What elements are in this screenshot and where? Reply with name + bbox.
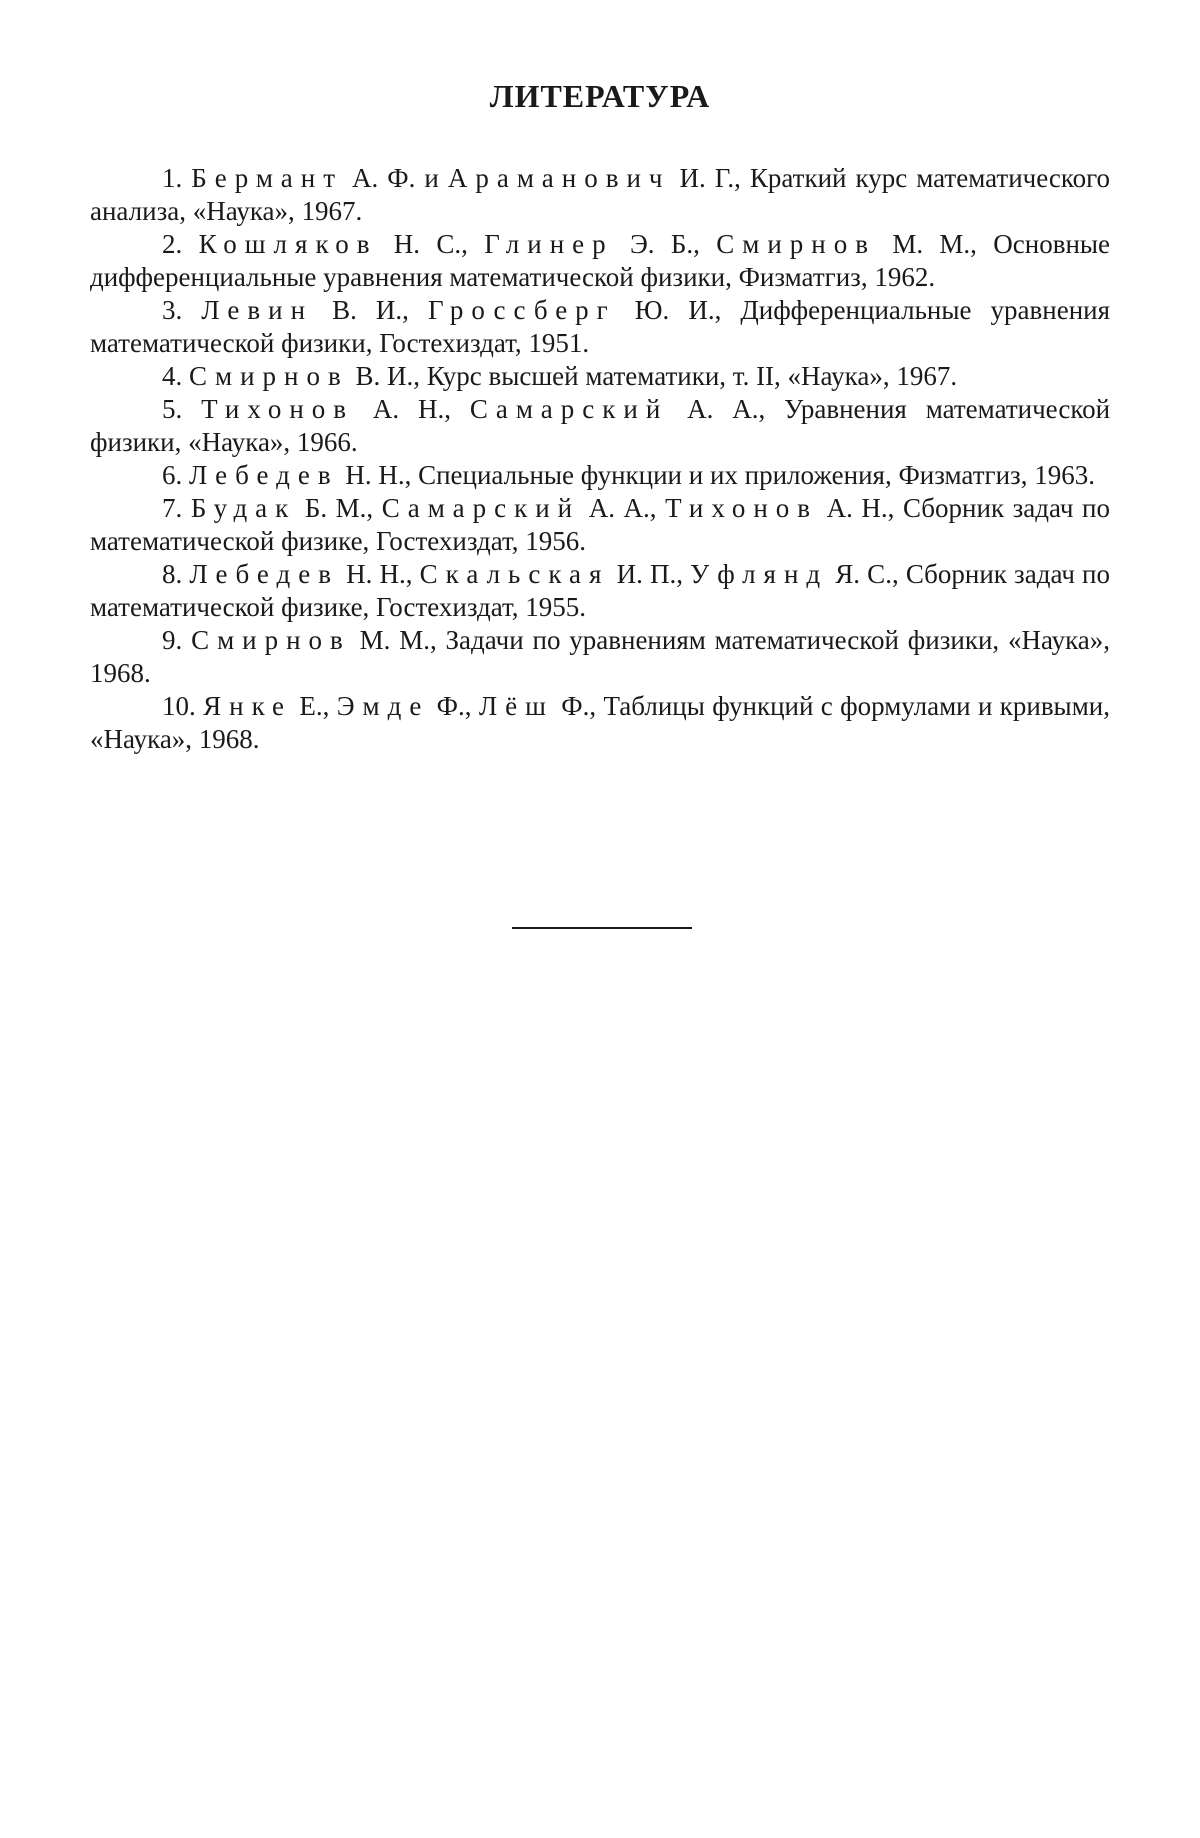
author-initials: А. Н., — [354, 394, 470, 424]
reference-number: 10. — [162, 691, 196, 721]
work-title: Уравнения математической физики, «Наука», 1966. — [90, 394, 1111, 457]
author-name: Эмде — [336, 691, 430, 721]
author-initials: Ю. И., — [615, 295, 741, 325]
work-title: Основные дифференциальные уравнения математической физики, Физматгиз, 1962. — [90, 229, 1111, 292]
author-name: Тихонов — [201, 394, 355, 424]
reference-item — [90, 228, 1110, 294]
work-title: Сборник задач по математической физике, Гостехиздат, 1955. — [90, 559, 1111, 622]
author-name: Самарский — [381, 493, 581, 523]
author-name: Глинер — [484, 229, 614, 259]
work-title: Дифференциальные уравнения математической физики, Гостехиздат, 1951. — [90, 295, 1111, 358]
author-initials: М. М., — [875, 229, 994, 259]
reference-number: 1. — [162, 163, 183, 193]
work-title: Задачи по уравнениям математической физики, «Наука», 1968. — [90, 625, 1111, 688]
work-title: Курс высшей математики, т. II, «Наука», 1967. — [426, 361, 958, 391]
author-initials: И. Г., — [670, 163, 750, 193]
work-title: Специальные функции и их приложения, Физматгиз, 1963. — [418, 460, 1095, 490]
author-name: Скальская — [419, 559, 610, 589]
author-name: Кошляков — [198, 229, 378, 259]
work-title: Таблицы функций с формулами и кривыми, «Наука», 1968. — [90, 691, 1110, 754]
reference-number: 3. — [162, 295, 183, 325]
author-initials: А. Ф. и — [343, 163, 448, 193]
reference-item — [90, 294, 1110, 360]
author-initials: И. П., — [609, 559, 691, 589]
author-name: Смирнов — [189, 361, 349, 391]
author-initials: Я. С., — [828, 559, 906, 589]
author-name: Левин — [201, 295, 314, 325]
reference-number: 8. — [162, 559, 183, 589]
author-name: Янке — [203, 691, 292, 721]
reference-number: 9. — [162, 625, 183, 655]
reference-number: 4. — [162, 361, 183, 391]
author-name: Будак — [190, 493, 297, 523]
reference-item — [90, 360, 1110, 393]
end-rule — [512, 927, 692, 929]
author-initials: Н. Н., — [338, 460, 419, 490]
author-name: Лебедев — [189, 460, 339, 490]
author-name: Гроссберг — [427, 295, 616, 325]
reference-item — [90, 492, 1110, 558]
reference-item — [90, 690, 1110, 756]
author-initials: Ф., — [429, 691, 479, 721]
author-initials: М. М., — [350, 625, 446, 655]
work-title: Краткий курс математического анализа, «Наука», 1967. — [90, 163, 1111, 226]
author-initials: Э. Б., — [613, 229, 717, 259]
reference-item — [90, 558, 1110, 624]
reference-number: 2. — [162, 229, 183, 259]
reference-number: 7. — [162, 493, 183, 523]
reference-item — [90, 393, 1110, 459]
author-name: Смирнов — [191, 625, 351, 655]
author-name: Самарский — [469, 394, 669, 424]
work-title: Сборник задач по математической физике, Гостехиздат, 1956. — [90, 493, 1111, 556]
author-initials: А. А., — [580, 493, 666, 523]
author-initials: Н. С., — [377, 229, 485, 259]
page-title: ЛИТЕРАТУРА — [489, 78, 711, 114]
author-initials: А. Н., — [818, 493, 903, 523]
reference-item — [90, 162, 1110, 228]
author-name: Араманович — [447, 163, 671, 193]
reference-list — [90, 162, 1110, 756]
reference-item — [90, 624, 1110, 690]
author-name: Уфлянд — [690, 559, 829, 589]
author-name: Бермант — [191, 163, 343, 193]
author-name: Смирнов — [716, 229, 876, 259]
author-initials: В. И., — [348, 361, 427, 391]
author-initials: Н. Н., — [338, 559, 420, 589]
author-name: Лёш — [478, 691, 554, 721]
reference-item — [90, 459, 1110, 492]
reference-number: 6. — [162, 460, 183, 490]
author-initials: Ф., — [553, 691, 604, 721]
author-initials: А. А., — [668, 394, 785, 424]
author-name: Лебедев — [189, 559, 339, 589]
author-initials: Е., — [292, 691, 337, 721]
author-initials: Б. М., — [296, 493, 382, 523]
reference-number: 5. — [162, 394, 183, 424]
author-initials: В. И., — [313, 295, 428, 325]
author-name: Тихонов — [665, 493, 819, 523]
